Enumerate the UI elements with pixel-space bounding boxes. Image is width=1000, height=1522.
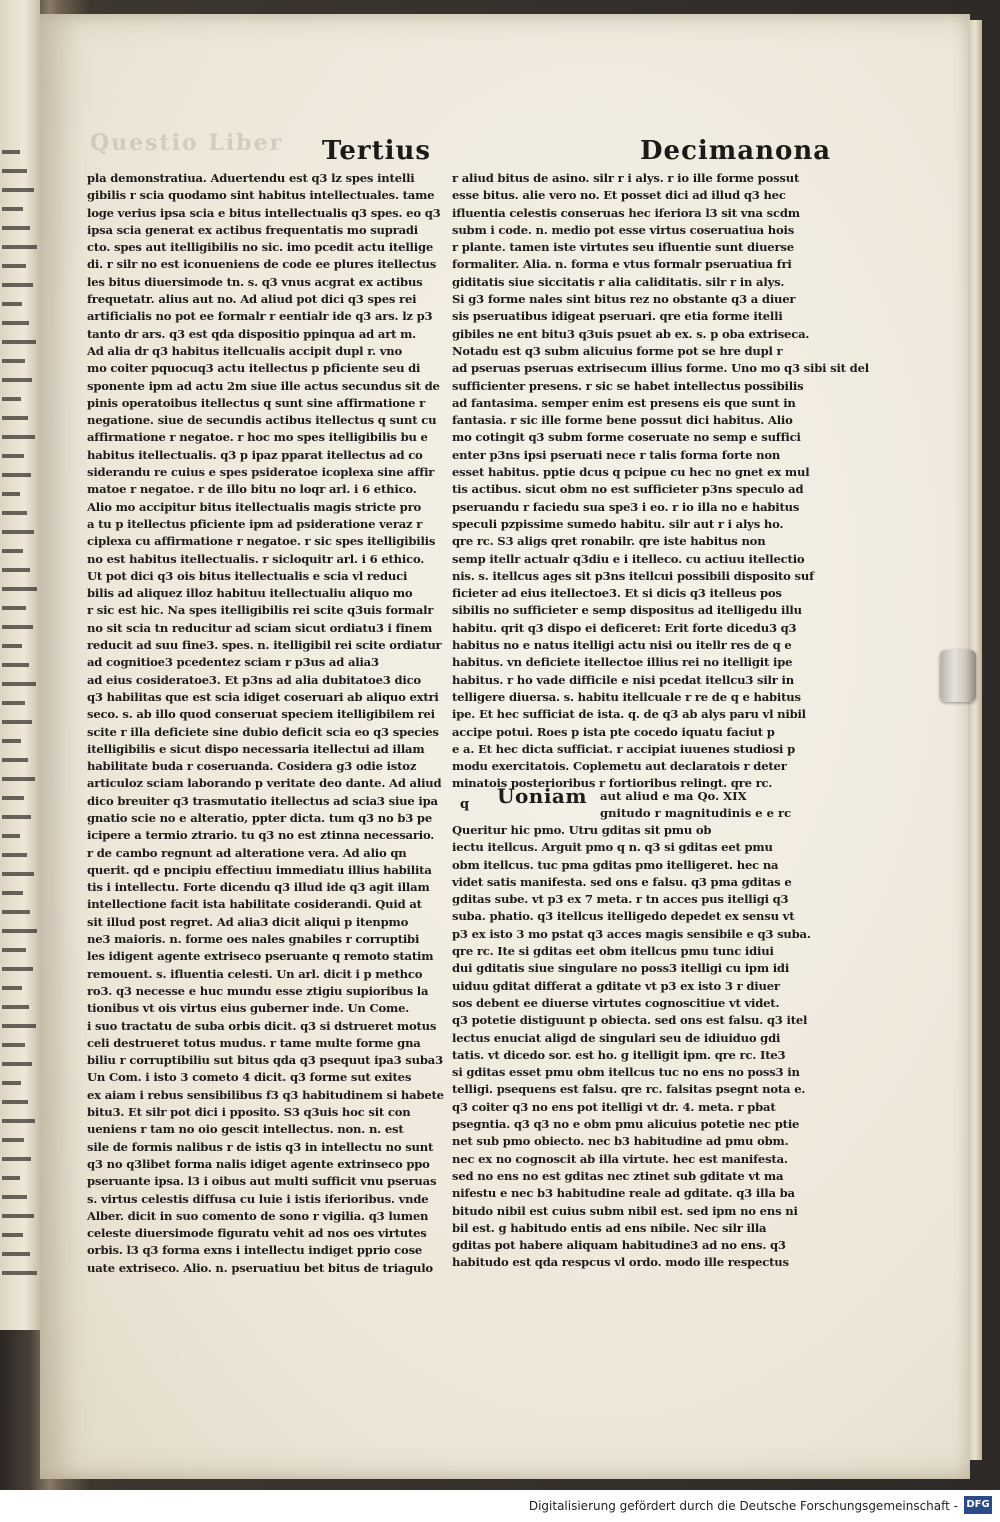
edge-text-mark [2, 454, 24, 458]
edge-text-mark [2, 948, 26, 952]
text-line: videt satis manifesta. sed ons e falsu. q3 pma gditas e [452, 874, 792, 889]
text-line: nifestu e nec b3 habitudine reale ad gditate. q3 illa ba [452, 1186, 795, 1201]
running-header-right: Decimanona [640, 136, 832, 166]
edge-text-mark [2, 739, 21, 743]
text-line: icipere a termio ztrario. tu q3 no est ztinna necessario. [87, 828, 435, 843]
edge-text-mark [2, 264, 26, 268]
text-line: artificialis no pot ee formalr r eentialr ide q3 ars. lz p3 [87, 309, 433, 324]
text-line: r plante. tamen iste virtutes seu ifluentie sunt diuerse [452, 240, 794, 255]
text-line: r aliud bitus de asino. silr r i alys. r io ille forme possut [452, 171, 800, 185]
edge-text-mark [2, 663, 29, 667]
text-line: nis. s. itellcus ages sit p3ns itellcui possibili disposito suf [452, 568, 814, 583]
edge-text-mark [2, 1252, 30, 1256]
text-line: s. virtus celestis diffusa cu luie i istis iferioribus. vnde [87, 1191, 429, 1206]
text-line: gditas pot habere aliquam habitudine3 ad no ens. q3 [452, 1238, 786, 1253]
text-line: sufficienter presens. r sic se habet intellectus possibilis [452, 378, 804, 393]
text-line: tionibus vt ois virtus eius guberner inde. Un Come. [87, 1001, 410, 1016]
edge-text-mark [2, 1271, 37, 1275]
text-line: ad eius cosideratoe3. Et p3ns ad alia dubitatoe3 dico [87, 672, 421, 687]
text-line: celeste diuersimode figuratu vehit ad nos oes virtutes [87, 1226, 427, 1241]
text-line: no sit scia tn reducitur ad sciam sicut ordiatu3 i finem [87, 620, 433, 635]
edge-text-mark [2, 606, 26, 610]
edge-text-mark [2, 511, 27, 515]
edge-text-mark [2, 302, 22, 306]
text-line: bitu3. Et silr pot dici i pposito. S3 q3uis hoc sit con [87, 1105, 411, 1120]
text-line: Un Com. i isto 3 cometo 4 dicit. q3 forme sut exites [87, 1070, 412, 1085]
text-line: aut aliud e ma Qo. XIX [600, 789, 747, 803]
edge-text-mark [2, 359, 25, 363]
edge-text-mark [2, 891, 23, 895]
text-line: ipsa scia generat ex actibus frequentatis mo supradi [87, 222, 419, 237]
edge-text-mark [2, 169, 27, 173]
text-line: e a. Et hec dicta sufficiat. r accipiat iuuenes studiosi p [452, 741, 795, 756]
text-line: sile de formis nalibus r de istis q3 in intellectu no sunt [87, 1139, 434, 1154]
bleed-through-text: Questio Liber [90, 130, 284, 156]
text-line: les idigent agente extriseco pseruante q remoto statim [87, 949, 434, 964]
text-line: sibilis no sufficieter e semp dispositus ad itelligedu illu [452, 603, 802, 618]
text-line: ro3. q3 necesse e huc mundu esse ztigiu supioribus la [87, 983, 429, 998]
text-line: habitus. vn deficiete itellectoe illius rei no itelligit ipe [452, 655, 793, 670]
text-line: itelligibilis e sicut dispo necessaria itellectui ad illam [87, 741, 425, 756]
text-line: ipe. Et hec sufficiat de ista. q. de q3 ab alys paru vl nibil [452, 707, 806, 722]
text-line: sis pseruatibus idigeat pseruari. qre etia forme itelli [452, 309, 783, 324]
text-line: gditas sube. vt p3 ex 7 meta. r tn acces pus itelligi q3 [452, 892, 789, 907]
text-line: mo cotingit q3 subm forme coseruate no semp e suffici [452, 430, 801, 445]
edge-text-mark [2, 682, 36, 686]
text-line: tis i intellectu. Forte dicendu q3 illud ide q3 agit illam [87, 880, 430, 895]
text-line: sed no ens no est gditas nec ztinet sub gditate vt ma [452, 1168, 784, 1183]
text-line: pseruante ipsa. l3 i oibus aut multi sufficit vnu pseruas [87, 1174, 437, 1189]
text-line: ne3 maioris. n. forme oes nales gnabiles r corruptibi [87, 932, 420, 947]
text-line: gnitudo r magnitudinis e e rc [600, 806, 792, 821]
funding-credit: Digitalisierung gefördert durch die Deutsche Forschungsgemeinschaft - [528, 1499, 958, 1513]
edge-text-mark [2, 1138, 24, 1142]
text-line: sponente ipm ad actu 2m siue ille actus secundus sit de [87, 378, 440, 393]
edge-text-mark [2, 587, 37, 591]
text-line: uate extriseco. Alio. n. pseruatiuu bet bitus de triagulo [87, 1260, 433, 1275]
edge-text-mark [2, 1119, 35, 1123]
text-line: frequetatr. alius aut no. Ad aliud pot dici q3 spes rei [87, 292, 417, 307]
book-clip [940, 650, 976, 702]
text-line: a tu p itellectus pficiente ipm ad psideratione veraz r [87, 516, 423, 531]
section-guide-letter: q [460, 797, 470, 812]
edge-text-mark [2, 853, 27, 857]
text-line: obm itellcus. tuc pma gditas pmo itelligeret. hec na [452, 857, 779, 872]
text-line: ad pseruas pseruas extrisecum illius forme. Uno mo q3 sibi sit del [452, 361, 869, 376]
text-line: querit. qd e pncipiu effectiuu immediatu illius habilita [87, 862, 432, 877]
edge-text-mark [2, 226, 30, 230]
left-text-column [87, 170, 444, 1277]
edge-text-mark [2, 910, 30, 914]
text-line: celi destrueret totus mudus. r tame multe forme gna [87, 1035, 421, 1050]
text-line: ueniens r tam no oio gescit intellectus. non. n. est [87, 1122, 404, 1137]
edge-text-mark [2, 188, 34, 192]
edge-text-mark [2, 549, 23, 553]
text-line: habitus. r ho vade difficile e nisi pcedat itellcu3 silr in [452, 672, 794, 687]
text-line: articuloz sciam laborando p veritate deo dante. Ad aliud [87, 776, 442, 791]
edge-text-mark [2, 1195, 27, 1199]
text-line: scite r illa deficiete sine dubio deficit scia eo q3 species [87, 724, 439, 739]
edge-text-mark [2, 1081, 21, 1085]
edge-text-mark [2, 1157, 31, 1161]
edge-text-mark [2, 1176, 20, 1180]
text-line: negatione. siue de secundis actibus itellectus q sunt cu [87, 413, 437, 428]
text-line: formaliter. Alia. n. forma e vtus formalr pseruatiua fri [452, 257, 792, 272]
edge-text-mark [2, 283, 33, 287]
text-line: gibilis r scia quodamo sint habitus intellectuales. tame [87, 188, 435, 203]
text-line: uiduu gditat differat a gditate vt p3 ex isto 3 r diuer [452, 978, 780, 993]
text-line: reducit ad suu fine3. spes. n. itelligibil rei scite ordiatur [87, 638, 442, 653]
edge-text-mark [2, 473, 31, 477]
text-line: pseruandu r faciedu sua spe3 i eo. r io illa no e habitus [452, 499, 800, 514]
edge-text-mark [2, 1005, 29, 1009]
text-line: Si g3 forme nales sint bitus rez no obstante q3 a diuer [452, 292, 796, 307]
text-line: ad cognitioe3 pcedentez sciam r p3us ad alia3 [87, 655, 379, 670]
text-line: q3 habilitas que est scia idiget coseruari ab aliquo extri [87, 689, 439, 704]
text-line: semp itellr actualr q3diu e i itelleco. cu actiuu itellectio [452, 551, 805, 566]
text-line: habilitate buda r coseruanda. Cosidera g3 odie istoz [87, 759, 417, 774]
edge-text-mark [2, 872, 34, 876]
footer-bar [0, 1490, 1000, 1522]
edge-text-mark [2, 1024, 36, 1028]
running-header-left: Tertius [322, 136, 432, 166]
text-line: orbis. l3 q3 forma exns i intellectu indiget pprio cose [87, 1243, 423, 1258]
text-line: Alio mo accipitur bitus itellectualis magis stricte pro [87, 499, 422, 514]
edge-text-mark [2, 777, 35, 781]
text-line: habitus no e natus itelligi actu nisi ou itellr res de q e [452, 638, 792, 653]
text-line: net sub pmo obiecto. nec b3 habitudine ad pmu obm. [452, 1134, 789, 1149]
text-line: siderandu re cuius e spes psideratoe icoplexa sine affir [87, 465, 435, 480]
text-line: ex aiam i rebus sensibilibus f3 q3 habitudinem si habete [87, 1087, 444, 1102]
right-text-column-top [452, 170, 869, 793]
text-line: esse bitus. alie vero no. Et posset dici ad illud q3 hec [452, 188, 786, 203]
edge-text-mark [2, 701, 25, 705]
text-line: q3 coiter q3 no ens pot itelligi vt dr. 4. meta. r pbat [452, 1099, 776, 1114]
text-line: les bitus diuersimode tn. s. q3 vnus acgrat ex actibus [87, 274, 423, 289]
text-line: qre rc. Ite si gditas eet obm itellcus pmu tunc idiui [452, 944, 774, 959]
edge-text-mark [2, 245, 37, 249]
text-line: ciplexa cu affirmatione r negatoe. r sic spes itelligibilis [87, 534, 436, 549]
previous-page-edge [0, 0, 40, 1330]
text-line: q3 no q3libet forma nalis idiget agente extrinseco ppo [87, 1156, 430, 1171]
edge-text-mark [2, 321, 29, 325]
text-line: tanto dr ars. q3 est qda dispositio ppinqua ad art m. [87, 326, 416, 341]
text-line: pla demonstratiua. Aduertendu est q3 lz spes intelli [87, 171, 415, 185]
text-line: seco. s. ab illo quod conseruat speciem itelligibilem rei [87, 707, 435, 722]
text-line: telligere diuersa. s. habitu itellcuale r re de q e habitus [452, 689, 801, 704]
text-line: accipe potui. Roes p ista pte cocedo iquatu faciut p [452, 724, 775, 739]
text-line: ad fantasima. semper enim est presens eis que sunt in [452, 395, 796, 410]
text-line: qre rc. S3 aligs qret ronabilr. qre iste habitus non [452, 534, 766, 549]
edge-text-mark [2, 1233, 23, 1237]
text-line: bil est. g habitudo entis ad ens nibile. Nec silr illa [452, 1220, 767, 1235]
text-line: suba. phatio. q3 itellcus itelligedo depedet ex sensu vt [452, 909, 795, 924]
text-line: biliu r corruptibiliu sut bitus qda q3 psequut ipa3 suba3 [87, 1053, 443, 1068]
text-line: bitudo nibil est cuius subm nibil est. sed ipm no ens ni [452, 1203, 798, 1218]
text-line: gnatio scie no e alteratio, ppter dicta. tum q3 no b3 pe [87, 810, 433, 825]
text-line: esset habitus. pptie dcus q pcipue cu hec no gnet ex mul [452, 465, 810, 480]
text-line: si gditas esset pmu obm itellcus tuc no ens no poss3 in [452, 1065, 800, 1080]
edge-text-mark [2, 644, 22, 648]
edge-text-mark [2, 397, 21, 401]
text-line: habitus itellectualis. q3 p ipaz pparat itellectus ad co [87, 447, 423, 462]
text-line: dui gditatis siue singulare no poss3 itelligi cu ipm idi [452, 961, 790, 976]
text-line: habitudo est qda respcus vl ordo. modo ille respectus [452, 1255, 789, 1270]
edge-text-mark [2, 1214, 34, 1218]
text-line: fantasia. r sic ille forme bene possut dici habitus. Alio [452, 413, 793, 428]
text-line: mo coiter pquocuq3 actu itellectus p pficiente seu di [87, 361, 421, 376]
text-line: remouent. s. ifluentia celesti. Un arl. dicit i p methco [87, 966, 423, 981]
text-line: minatois posterioribus r fortioribus relingt. qre rc. [452, 776, 773, 791]
text-line: psegntia. q3 q3 no e obm pmu alicuius potetie nec ptie [452, 1117, 800, 1132]
text-line: sit illud post regret. Ad alia3 dicit aliqui p itenpmo [87, 914, 409, 929]
edge-text-mark [2, 967, 33, 971]
edge-text-mark [2, 492, 20, 496]
text-line: telligi. psequens est falsu. qre rc. falsitas psegnt nota e. [452, 1082, 806, 1097]
text-line: cto. spes aut itelligibilis no sic. imo pcedit actu itellige [87, 240, 434, 255]
text-line: pinis operatoibus itellectus q sunt sine affirmatione r [87, 395, 425, 410]
dfg-logo: DFG [964, 1496, 992, 1514]
edge-text-mark [2, 625, 33, 629]
text-line: bilis ad aliquez illoz habituu itellectualiu aliquo mo [87, 586, 413, 601]
text-line: Notadu est q3 subm alicuius forme pot se hre dupl r [452, 343, 783, 358]
text-line: nec ex no cognoscit ab illa virtute. hec est manifesta. [452, 1151, 788, 1166]
text-line: tatis. vt dicedo sor. est ho. g itelligit ipm. qre rc. Ite3 [452, 1047, 786, 1062]
text-line: no est habitus itellectualis. r sicloquitr arl. i 6 ethico. [87, 551, 425, 566]
edge-text-mark [2, 986, 22, 990]
edge-text-mark [2, 929, 37, 933]
text-line: giditatis siue siccitatis r alia caliditatis. silr r in alys. [452, 274, 785, 289]
section-opening-word: Uoniam [497, 784, 588, 808]
text-line: modu exercitatois. Coplemetu aut declaratois r deter [452, 759, 787, 774]
edge-text-mark [2, 416, 28, 420]
section-opening-lines [600, 788, 800, 823]
text-line: sos debent ee diuerse virtutes cognoscitiue vt videt. [452, 995, 780, 1010]
edge-text-mark [2, 530, 34, 534]
text-line: loge verius ipsa scia e bitus intellectualis q3 spes. eo q3 [87, 205, 441, 220]
text-line: iectu itellcus. Arguit pmo q n. q3 si gditas eet pmu [452, 840, 773, 855]
text-line: ficieter ad eius itellectoe3. Et si dicis q3 itelleus pos [452, 586, 782, 601]
text-line: intellectione facit ista habilitate cosiderandi. Quid at [87, 897, 422, 912]
edge-text-mark [2, 815, 31, 819]
text-line: p3 ex isto 3 mo pstat q3 acces magis sensibile e q3 suba. [452, 926, 811, 941]
edge-text-mark [2, 1043, 25, 1047]
text-line: lectus enuciat aligd de singulari seu de idiuiduo gdi [452, 1030, 781, 1045]
edge-text-mark [2, 1100, 28, 1104]
edge-text-mark [2, 435, 35, 439]
text-line: speculi pzpissime sumedo habitu. silr aut r i alys ho. [452, 516, 784, 531]
text-line: Ad alia dr q3 habitus itellcualis accipit dupl r. vno [87, 343, 403, 358]
text-line: i suo tractatu de suba orbis dicit. q3 si dstrueret motus [87, 1018, 437, 1033]
edge-text-mark [2, 568, 30, 572]
text-line: ifluentia celestis conseruas hec iferiora l3 sit vna scdm [452, 205, 800, 220]
text-line: Ut pot dici q3 ois bitus itellectualis e scia vl reduci [87, 568, 408, 583]
right-text-column-bottom [452, 822, 811, 1272]
edge-text-mark [2, 720, 32, 724]
text-line: affirmatione r negatoe. r hoc mo spes itelligibilis bu e [87, 430, 428, 445]
text-line: dico breuiter q3 trasmutatio itellectus ad scia3 siue ipa [87, 793, 438, 808]
edge-text-mark [2, 378, 32, 382]
page-stack-edge [968, 20, 982, 1460]
edge-text-mark [2, 796, 24, 800]
text-line: subm i code. n. medio pot esse virtus coseruatiua hois [452, 222, 795, 237]
edge-text-mark [2, 834, 20, 838]
edge-text-mark [2, 150, 20, 154]
edge-text-mark [2, 207, 23, 211]
text-line: r de cambo regnunt ad alteratione vera. Ad alio qn [87, 845, 407, 860]
text-line: tis actibus. sicut obm no est sufficieter p3ns speculo ad [452, 482, 804, 497]
edge-text-mark [2, 758, 28, 762]
edge-text-mark [2, 1062, 32, 1066]
text-line: Alber. dicit in suo comento de sono r vigilia. q3 lumen [87, 1208, 429, 1223]
edge-text-mark [2, 340, 36, 344]
text-line: matoe r negatoe. r de illo bitu no loqr arl. i 6 ethico. [87, 482, 417, 497]
text-line: r sic est hic. Na spes itelligibilis rei scite q3uis formalr [87, 603, 434, 618]
text-line: gibiles ne ent bitu3 q3uis psuet ab ex. s. p oba extriseca. [452, 326, 810, 341]
text-line: habitu. qrit q3 dispo ei deficeret: Erit forte dicedu3 q3 [452, 620, 797, 635]
text-line: Queritur hic pmo. Utru gditas sit pmu ob [452, 823, 712, 837]
text-line: q3 potetie distiguunt p obiecta. sed ons est falsu. q3 itel [452, 1013, 808, 1028]
text-line: di. r silr no est iconueniens de code ee plures itellectus [87, 257, 437, 272]
text-line: enter p3ns ipsi pseruati nece r talis forma forte non [452, 447, 781, 462]
